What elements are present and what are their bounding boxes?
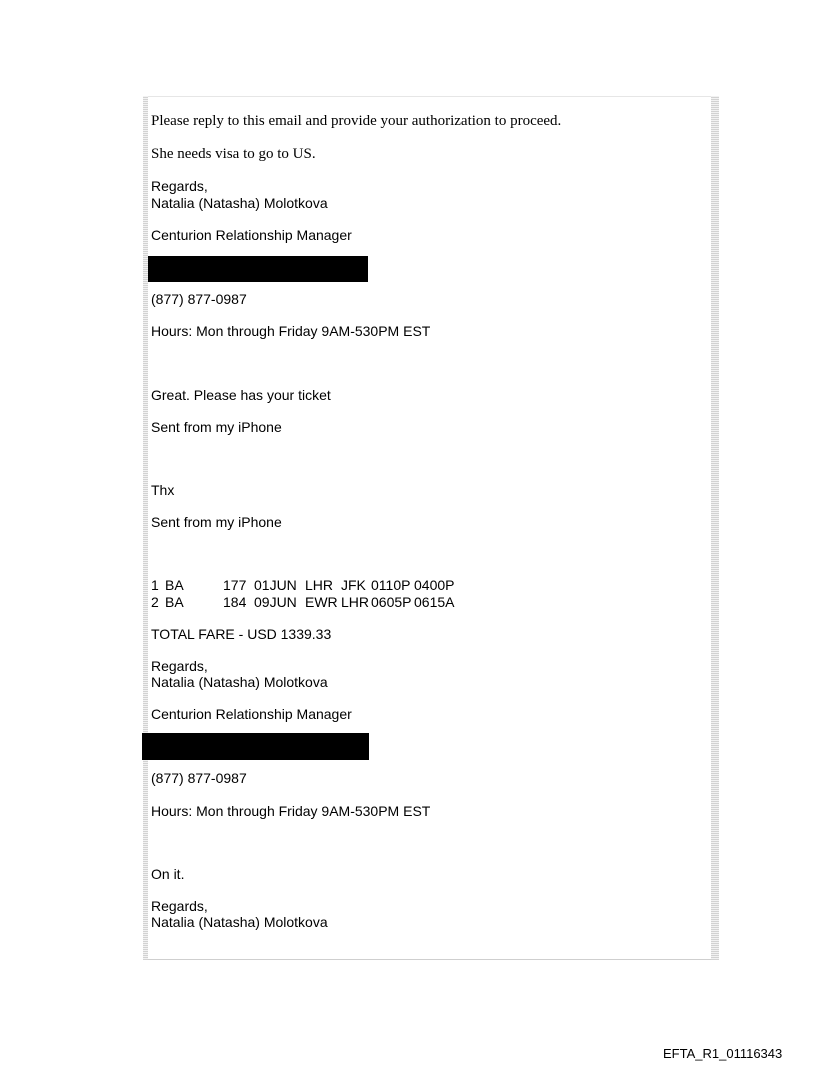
signature-hours: Hours: Mon through Friday 9AM-530PM EST (151, 323, 431, 339)
destination-airport: LHR (341, 594, 370, 610)
message-on-it: On it. (151, 866, 185, 882)
signature-regards: Regards, (151, 178, 208, 194)
origin-airport: EWR (305, 594, 338, 610)
signature-name: Natalia (Natasha) Molotkova (151, 674, 328, 690)
authorization-request-text: Please reply to this email and provide your authorization to proceed. (151, 113, 562, 129)
signature-hours: Hours: Mon through Friday 9AM-530PM EST (151, 803, 431, 819)
signature-regards: Regards, (151, 898, 208, 914)
sent-from-iphone: Sent from my iPhone (151, 419, 282, 435)
message-thx: Thx (151, 482, 175, 498)
right-border-rail (711, 96, 719, 960)
airline-code: BA (165, 577, 184, 593)
segment-number: 2 (151, 594, 159, 610)
origin-airport: LHR (305, 577, 334, 593)
arrival-time: 0615A (414, 594, 455, 610)
redaction-block (148, 256, 368, 282)
destination-airport: JFK (341, 577, 366, 593)
document-id: EFTA_R1_01116343 (663, 1046, 783, 1061)
redaction-block (142, 733, 369, 760)
itinerary-row (151, 594, 454, 611)
total-fare: TOTAL FARE - USD 1339.33 (151, 626, 332, 642)
flight-date: 01JUN (254, 577, 297, 593)
departure-time: 0605P (371, 594, 412, 610)
arrival-time: 0400P (414, 577, 455, 593)
message-great: Great. Please has your ticket (151, 387, 331, 403)
signature-phone: (877) 877-0987 (151, 291, 247, 307)
flight-date: 09JUN (254, 594, 297, 610)
departure-time: 0110P (371, 577, 411, 593)
visa-note-text: She needs visa to go to US. (151, 146, 316, 162)
segment-number: 1 (151, 577, 159, 593)
itinerary-row (151, 577, 454, 594)
signature-regards: Regards, (151, 658, 208, 674)
signature-title: Centurion Relationship Manager (151, 227, 352, 243)
signature-phone: (877) 877-0987 (151, 770, 247, 786)
flight-number: 177 (223, 577, 247, 593)
signature-title: Centurion Relationship Manager (151, 706, 352, 722)
flight-number: 184 (223, 594, 247, 610)
signature-name: Natalia (Natasha) Molotkova (151, 195, 328, 211)
sent-from-iphone: Sent from my iPhone (151, 514, 282, 530)
signature-name: Natalia (Natasha) Molotkova (151, 914, 328, 930)
airline-code: BA (165, 594, 184, 610)
left-border-rail (143, 96, 148, 960)
